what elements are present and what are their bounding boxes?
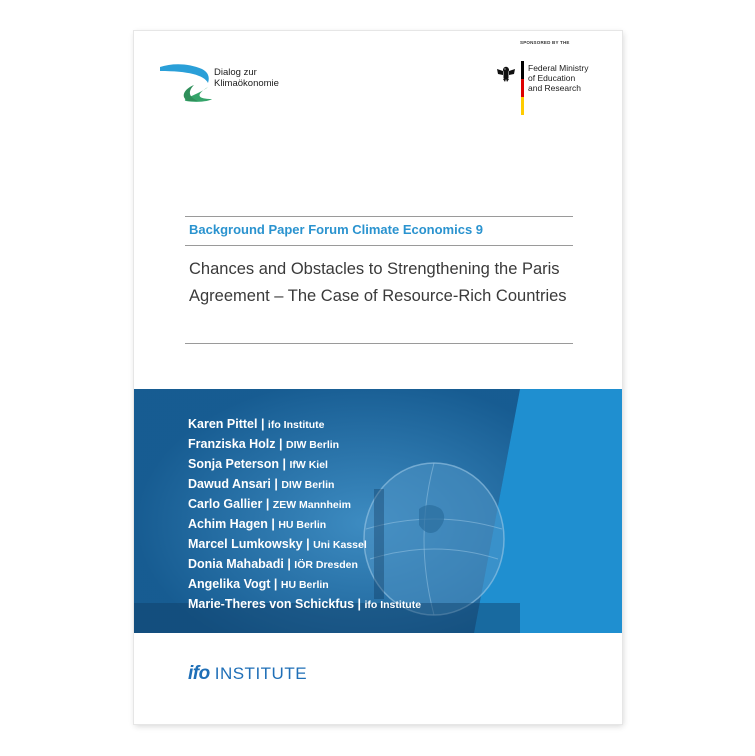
ministry-name: Federal Ministry of Education and Research bbox=[528, 63, 589, 93]
dialog-klimaoekonomie-logo bbox=[158, 61, 288, 105]
author-institution: ZEW Mannheim bbox=[272, 499, 351, 511]
author-institution: ifo Institute bbox=[267, 419, 325, 431]
author-institution: HU Berlin bbox=[280, 579, 329, 591]
author-name: Carlo Gallier bbox=[188, 497, 263, 511]
flag-black-stripe bbox=[521, 61, 524, 79]
author-row: Karen Pittel | ifo Institute bbox=[188, 417, 325, 431]
author-institution: DIW Berlin bbox=[281, 479, 335, 491]
author-institution: IÖR Dresden bbox=[294, 559, 358, 571]
ifo-logo-word: INSTITUTE bbox=[214, 664, 308, 683]
series-label: Background Paper Forum Climate Economics 9 bbox=[189, 222, 484, 237]
title-bottom-rule bbox=[185, 343, 573, 344]
series-top-rule bbox=[185, 216, 573, 217]
author-row: Carlo Gallier | ZEW Mannheim bbox=[188, 497, 351, 511]
author-list bbox=[188, 415, 421, 615]
author-name: Angelika Vogt bbox=[188, 577, 271, 591]
ifo-institute-logo bbox=[188, 663, 307, 685]
ifo-logo-mark: ifo bbox=[188, 663, 210, 684]
paper-title: Chances and Obstacles to Strengthening the Paris Agreement – The Case of Resource-Rich Countries bbox=[189, 260, 567, 305]
author-row: Dawud Ansari | DIW Berlin bbox=[188, 477, 335, 491]
authors-band bbox=[134, 389, 622, 633]
author-row: Sonja Peterson | IfW Kiel bbox=[188, 457, 328, 471]
flag-red-stripe bbox=[521, 79, 524, 97]
author-row: Marie-Theres von Schickfus | ifo Institute bbox=[188, 597, 422, 611]
series-bottom-rule bbox=[185, 245, 573, 246]
dialog-logo-text: Dialog zur Klimaökonomie bbox=[214, 67, 279, 89]
german-flag-stripe bbox=[521, 61, 524, 115]
author-name: Franziska Holz bbox=[188, 437, 276, 451]
federal-eagle-icon bbox=[496, 63, 516, 83]
author-institution: HU Berlin bbox=[278, 519, 327, 531]
author-name: Marcel Lumkowsky bbox=[188, 537, 303, 551]
author-name: Achim Hagen bbox=[188, 517, 268, 531]
author-name: Dawud Ansari bbox=[188, 477, 271, 491]
author-row: Achim Hagen | HU Berlin bbox=[188, 517, 327, 531]
author-name: Donia Mahabadi bbox=[188, 557, 284, 571]
author-row: Marcel Lumkowsky | Uni Kassel bbox=[188, 537, 367, 551]
author-row: Angelika Vogt | HU Berlin bbox=[188, 577, 329, 591]
sponsored-by-label: SPONSORED BY THE bbox=[520, 40, 570, 45]
author-name: Marie-Theres von Schickfus bbox=[188, 597, 355, 611]
author-name: Karen Pittel bbox=[188, 417, 258, 431]
author-institution: ifo Institute bbox=[364, 599, 422, 611]
author-row: Donia Mahabadi | IÖR Dresden bbox=[188, 557, 358, 571]
author-row: Franziska Holz | DIW Berlin bbox=[188, 437, 340, 451]
document-cover-page bbox=[134, 31, 622, 724]
dialog-swoosh-icon bbox=[158, 61, 214, 105]
author-institution: IfW Kiel bbox=[289, 459, 328, 471]
author-institution: Uni Kassel bbox=[313, 539, 367, 551]
author-institution: DIW Berlin bbox=[285, 439, 340, 451]
author-name: Sonja Peterson bbox=[188, 457, 279, 471]
flag-gold-stripe bbox=[521, 97, 524, 115]
